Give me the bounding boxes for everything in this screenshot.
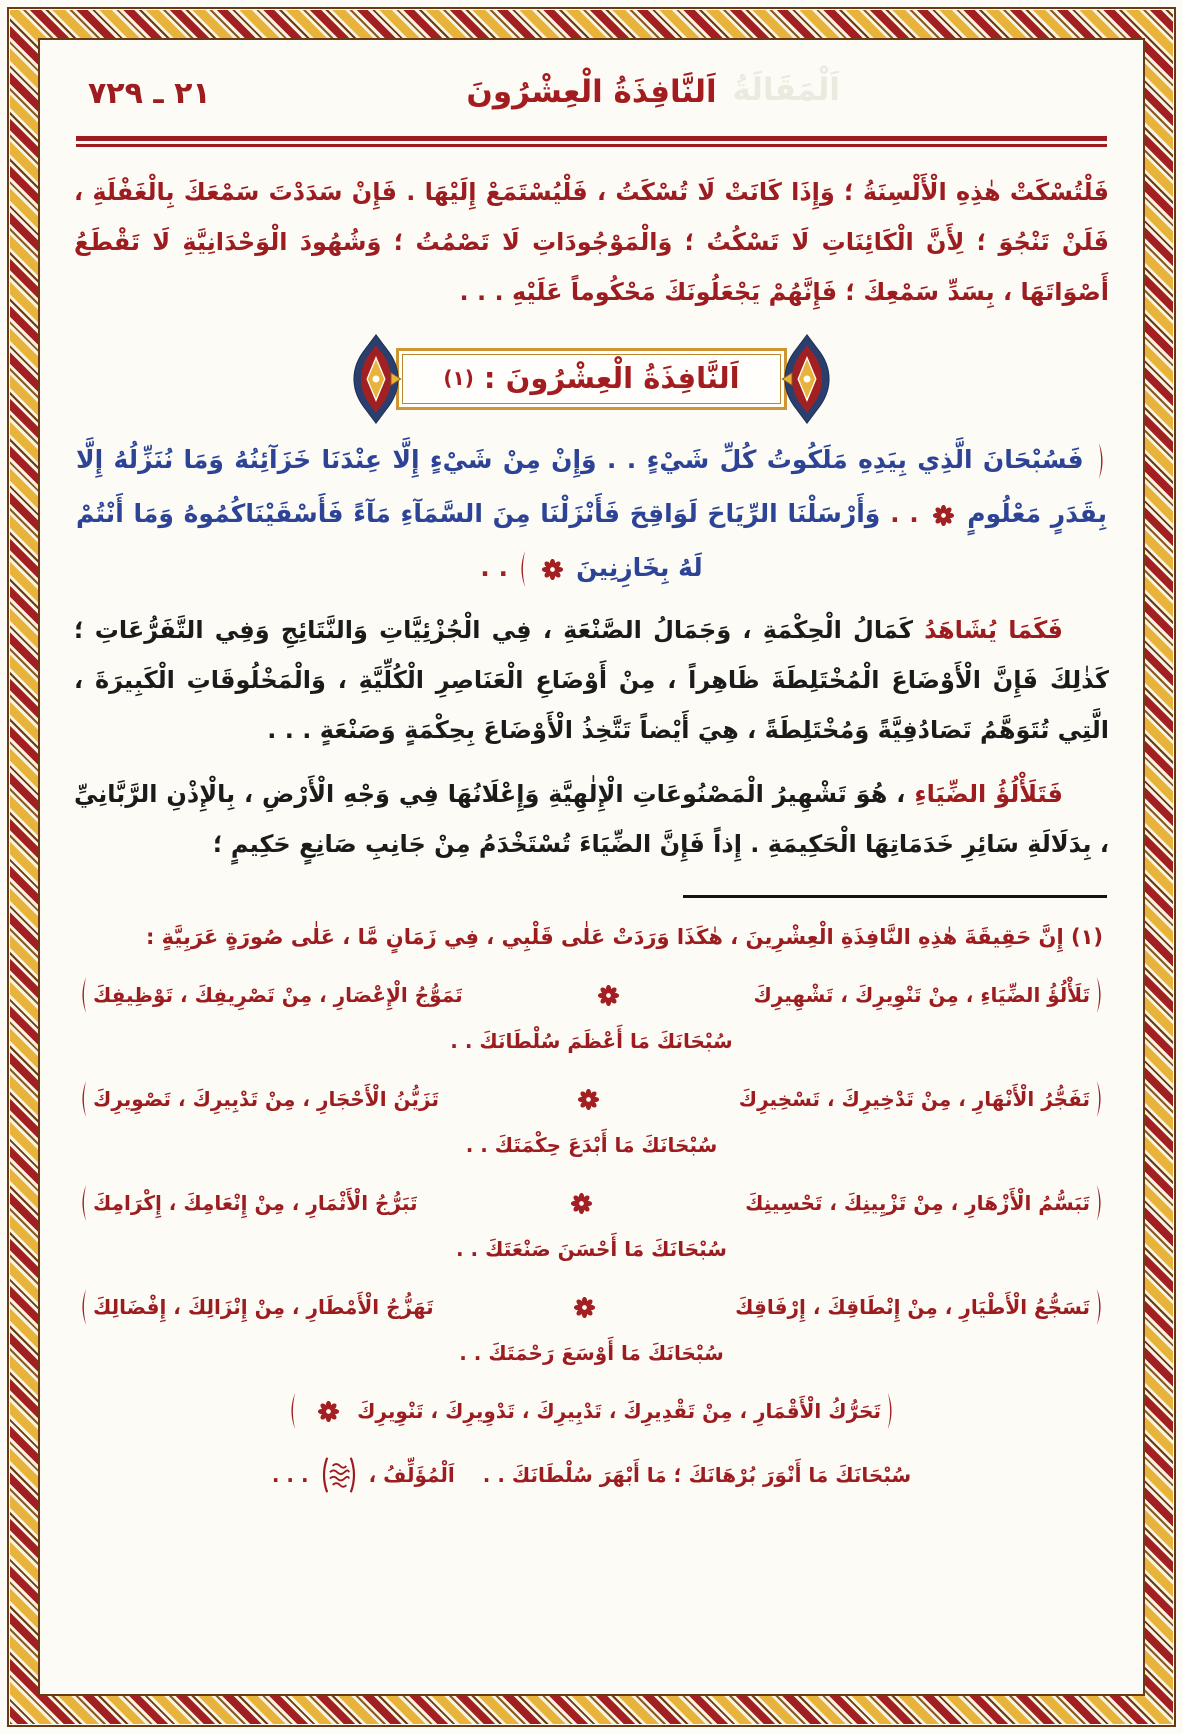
hemistich-text: تَهَزُّجُ الْأَمْطَارِ ، مِنْ إِنْزَالِكَ ، إِفْضَالِكَ	[93, 1295, 434, 1319]
section-heading-footnote-ref: (١)	[443, 366, 474, 390]
ornate-bracket-close-icon	[78, 1288, 91, 1326]
rosette-icon	[933, 505, 954, 526]
couplet	[74, 1182, 1109, 1270]
paragraph-body: ، هُوَ تَشْهِيرُ الْمَصْنُوعَاتِ الْإِلٰهِيَّةِ وَإِعْلَانُهَا فِي وَجْهِ الْأَرْضِ ، بِالْإِذْنِ الرَّبَّانِيِّ ، بِدَلَالَةِ سَائِرِ خَدَمَاتِهَا الْحَكِيمَةِ . إِذاً فَإِنَّ الضِّيَاءَ تُسْتَخْدَمُ مِنْ جَانِبِ صَانِعٍ حَكِيمٍ ؛	[74, 780, 1109, 858]
hemistich-text: تَمَوُّجُ الْإِعْصَارِ ، مِنْ تَصْرِيفِكَ ، تَوْظِيفِكَ	[93, 983, 463, 1007]
couplet	[74, 1390, 1109, 1498]
floral-finial-icon	[780, 333, 834, 425]
hemistich-first	[735, 1286, 1105, 1328]
couplet	[74, 1286, 1109, 1374]
ornate-bracket-open-icon	[883, 1392, 896, 1430]
section-heading-text: اَلنَّافِذَةُ الْعِشْرُونَ :	[483, 361, 740, 395]
header-divider	[76, 136, 1107, 147]
couplet-refrain: سُبْحَانَكَ مَا أَبْدَعَ حِكْمَتَكَ . .	[465, 1133, 718, 1157]
couplet-verse-line	[78, 974, 1105, 1016]
paragraph-opening: فَلْتُسْكَتْ هٰذِهِ الْأَلْسِنَةُ ؛ وَإِذَا كَانَتْ لَا تُسْكَتُ ، فَلْيُسْتَمَعْ إِلَيْهَا . فَإِنْ سَدَدْتَ سَمْعَكَ بِالْغَفْلَةِ ، فَلَنْ تَنْجُوَ ؛ لِأَنَّ الْكَائِنَاتِ لَا تَسْكُتُ ؛ وَالْمَوْجُودَاتِ لَا تَصْمُتُ ؛ وَشُهُودَ الْوَحْدَانِيَّةِ لَا تَقْطَعُ أَصْوَاتَهَا ، بِسَدِّ سَمْعِكَ ؛ فَإِنَّهُمْ يَجْعَلُونَكَ مَحْكُوماً عَلَيْهِ . . .	[74, 178, 1109, 306]
quran-verse	[76, 433, 1107, 595]
hemistich-text: تَحَرُّكُ الْأَقْمَارِ ، مِنْ تَقْدِيرِكَ ، تَدْبِيرِكَ ، تَدْوِيرِكَ ، تَنْوِيرِكَ	[357, 1399, 881, 1423]
footnote-separator	[683, 895, 1107, 898]
hemistich-second	[78, 1078, 439, 1120]
verse-text-part1: فَسُبْحَانَ الَّذِي بِيَدِهِ مَلَكُوتُ كُلِّ شَيْءٍ . . وَإِنْ مِنْ شَيْءٍ إِلَّا عِنْدَنَا خَزَآئِنُهُ وَمَا نُنَزِّلُهُ إِلَّا بِقَدَرٍ مَعْلُومٍ	[76, 445, 1107, 528]
couplet-refrain: سُبْحَانَكَ مَا أَعْظَمَ سُلْطَانَكَ . .	[450, 1029, 733, 1053]
rosette-icon	[598, 985, 619, 1006]
hemistich-first	[745, 1182, 1105, 1224]
rosette-icon	[578, 1089, 599, 1110]
verse-text-part2: وَأَرْسَلْنَا الرِّيَاحَ لَوَاقِحَ فَأَنْزَلْنَا مِنَ السَّمَآءِ مَآءً فَأَسْقَيْنَاكُمُوهُ وَمَا أَنْتُمْ لَهُ بِخَازِنِينَ	[76, 499, 881, 582]
header-watermark: اَلْمَقَالَةُ	[732, 72, 840, 108]
page-numbers: ٢١ ـ ٧٢٩	[88, 76, 211, 111]
footnote	[74, 916, 1109, 1498]
ornate-bracket-close-icon	[78, 1080, 91, 1118]
hemistich-first	[753, 974, 1105, 1016]
trailing-dots: . . .	[271, 1463, 309, 1487]
rosette-icon	[318, 1401, 339, 1422]
couplet-refrain: سُبْحَانَكَ مَا أَحْسَنَ صَنْعَتَكَ . .	[456, 1237, 727, 1261]
paragraph-lead: فَكَمَا يُشَاهَدُ	[924, 616, 1064, 644]
ornate-bracket-open-icon	[1092, 976, 1105, 1014]
hemistich-text: تَلَأْلُؤُ الضِّيَاءِ ، مِنْ تَنْوِيرِكَ ، تَشْهِيرِكَ	[753, 983, 1090, 1007]
rosette-icon	[574, 1297, 595, 1318]
paragraph-body: كَمَالُ الْحِكْمَةِ ، وَجَمَالُ الصَّنْعَةِ ، فِي الْجُزْئِيَّاتِ وَالنَّتَائِجِ وَفِي التَّفَرُّعَاتِ ؛ كَذٰلِكَ فَإِنَّ الْأَوْضَاعَ الْمُخْتَلِطَةَ ظَاهِراً ، مِنْ أَوْضَاعِ الْعَنَاصِرِ الْكُلِّيَّةِ ، وَالْمَخْلُوقَاتِ الْكَبِيرَةَ ، الَّتِي تُتَوَهَّمُ تَصَادُفِيَّةً وَمُخْتَلِطَةً ، هِيَ أَيْضاً تَتَّخِذُ الْأَوْضَاعَ بِحِكْمَةٍ وَصَنْعَةٍ . . .	[74, 616, 1109, 744]
couplet-verse-line	[78, 1078, 1105, 1120]
hemistich-text: تَفَجُّرُ الْأَنْهَارِ ، مِنْ تَدْخِيرِكَ ، تَسْخِيرِكَ	[738, 1087, 1090, 1111]
hemistich-text: تَزَيُّنُ الْأَحْجَارِ ، مِنْ تَدْبِيرِكَ ، تَصْوِيرِكَ	[93, 1087, 439, 1111]
ornate-bracket-close-icon	[78, 1184, 91, 1222]
floral-finial-icon	[349, 333, 403, 425]
page-frame-outer	[7, 7, 1176, 1727]
ornate-bracket-open-icon	[1092, 1184, 1105, 1222]
couplet-refrain: سُبْحَانَكَ مَا أَنْوَرَ بُرْهَانَكَ ؛ مَا أَبْهَرَ سُلْطَانَكَ . .	[482, 1463, 912, 1487]
section-heading-box	[396, 348, 786, 410]
ornate-bracket-close-icon	[287, 1392, 300, 1430]
author-signature	[272, 1452, 455, 1498]
hemistich-second	[78, 974, 463, 1016]
ornate-bracket-open-icon	[1092, 1080, 1105, 1118]
ornate-bracket-close-icon	[517, 550, 530, 588]
ornate-bracket-close-icon	[78, 976, 91, 1014]
paragraph-lead: فَتَلَأْلُؤُ الضِّيَاءِ	[914, 780, 1063, 808]
rosette-icon	[542, 559, 563, 580]
hemistich-second	[78, 1182, 418, 1224]
closing-line	[74, 1452, 1109, 1498]
verse-trailing-dots: . .	[480, 553, 508, 582]
couplet	[74, 974, 1109, 1062]
couplet-verse-line	[78, 1182, 1105, 1224]
section-heading-banner	[74, 333, 1109, 425]
hemistich-text: تَبَرُّجُ الْأَثْمَارِ ، مِنْ إِنْعَامِكَ ، إِكْرَامِكَ	[93, 1191, 418, 1215]
couplet	[74, 1078, 1109, 1166]
hemistich-first	[357, 1390, 896, 1432]
page-title: اَلنَّافِذَةُ الْعِشْرُونَ	[466, 74, 717, 110]
ornamental-chain-border	[10, 10, 1173, 1724]
paragraph-light	[74, 769, 1109, 869]
couplet-verse-line	[78, 1286, 1105, 1328]
ornate-bracket-open-icon	[1094, 442, 1107, 480]
page-content-area	[38, 38, 1145, 1696]
author-seal	[319, 1452, 359, 1498]
signature-text: اَلْمُؤَلِّفُ ،	[368, 1463, 455, 1487]
hemistich-second	[78, 1286, 434, 1328]
footnote-intro: (١) إِنَّ حَقِيقَةَ هٰذِهِ النَّافِذَةِ الْعِشْرِينَ ، هٰكَذَا وَرَدَتْ عَلٰى قَلْبِي ، فِي زَمَانٍ مَّا ، عَلٰى صُورَةٍ عَرَبِيَّةٍ :	[145, 925, 1103, 949]
hemistich-first	[739, 1078, 1105, 1120]
hemistich-text: تَبَسُّمُ الْأَزْهَارِ ، مِنْ تَزْيِينِكَ ، تَحْسِينِكَ	[745, 1191, 1090, 1215]
hemistich-text: تَسَجُّعُ الْأَطْيَارِ ، مِنْ إِنْطَاقِكَ ، إِرْفَاقِكَ	[735, 1295, 1090, 1319]
couplet-verse-line	[78, 1390, 1105, 1432]
page-header	[74, 70, 1109, 128]
paragraph-wisdom	[74, 605, 1109, 755]
verse-separator-dots: . .	[890, 499, 919, 528]
couplet-refrain: سُبْحَانَكَ مَا أَوْسَعَ رَحْمَتَكَ . .	[459, 1341, 724, 1365]
rosette-icon	[571, 1193, 592, 1214]
ornate-bracket-open-icon	[1092, 1288, 1105, 1326]
